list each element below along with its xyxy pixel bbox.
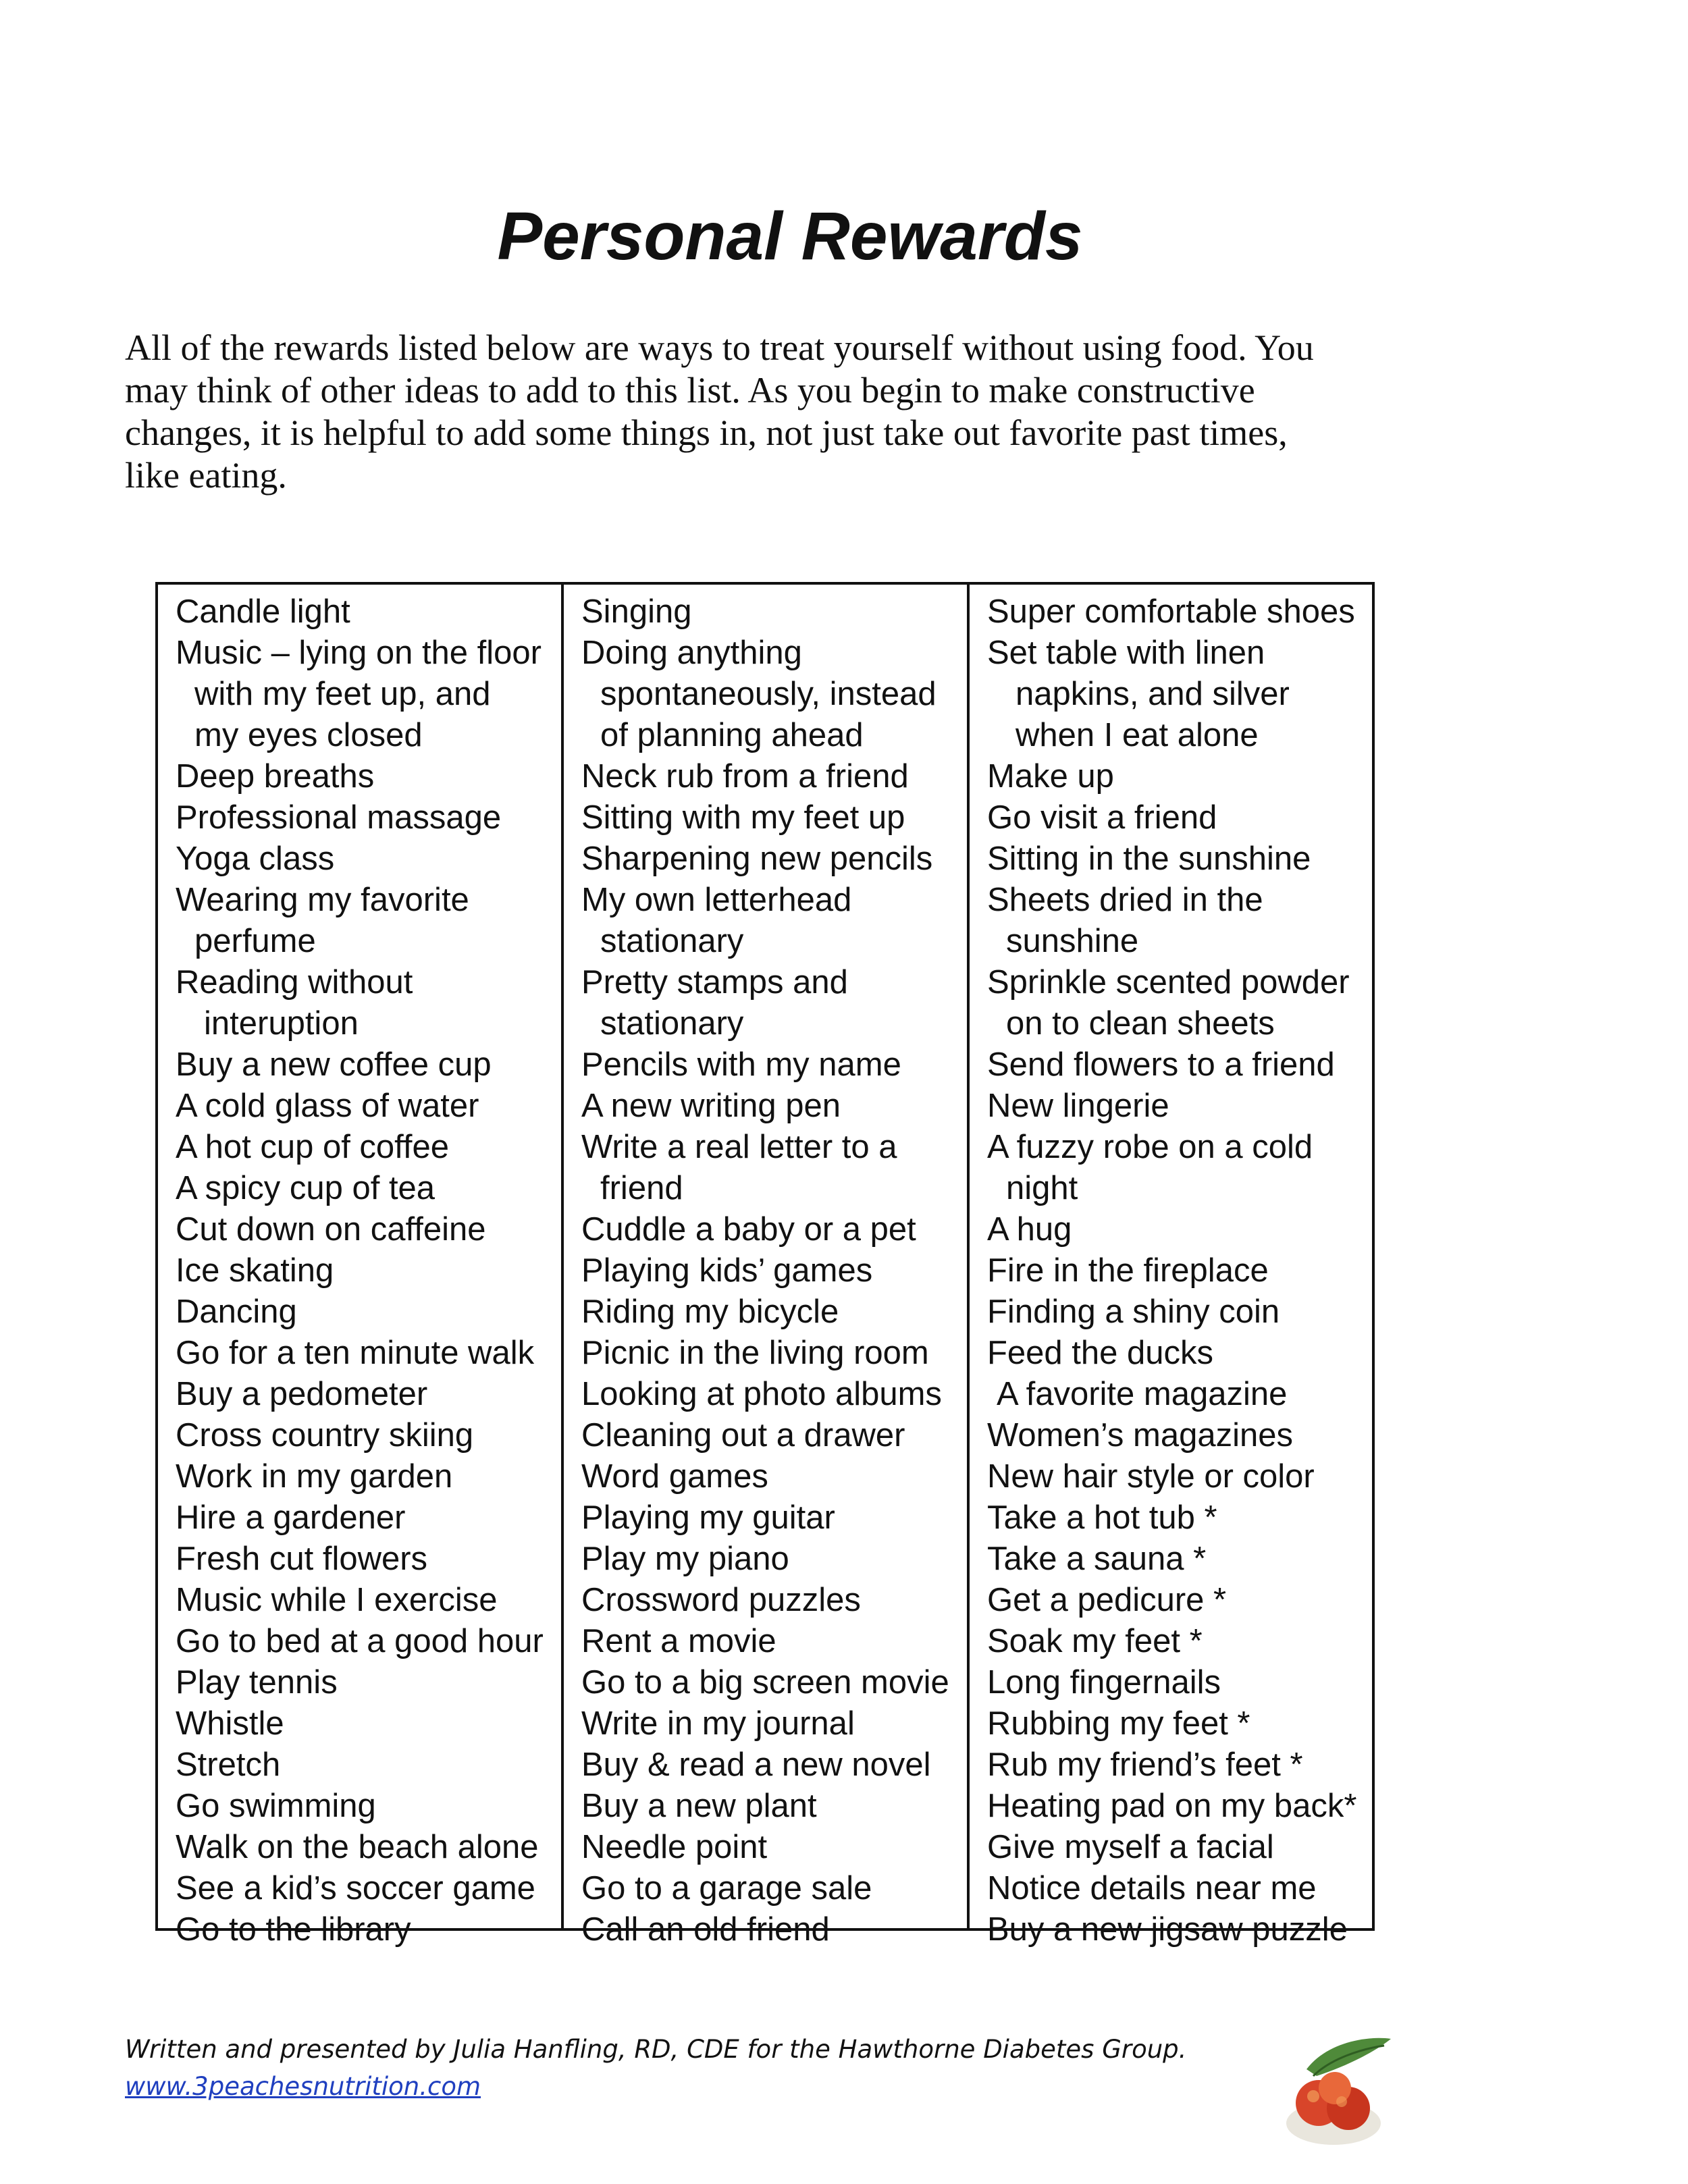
intro-line: like eating. [125, 455, 287, 496]
reward-item: Rub my friend’s feet * [987, 1747, 1303, 1783]
rewards-table [155, 582, 1375, 1948]
reward-item: Play tennis [176, 1664, 338, 1701]
reward-item: Needle point [581, 1829, 768, 1865]
intro-line: All of the rewards listed below are ways to treat yourself without using food. You [125, 327, 1314, 368]
reward-item: stationary [600, 1005, 744, 1042]
reward-item: Go to the library [176, 1911, 411, 1948]
reward-item: Go for a ten minute walk [176, 1335, 535, 1371]
reward-item: Go swimming [176, 1788, 376, 1824]
rewards-column-3 [970, 585, 1372, 1948]
reward-item: Crossword puzzles [581, 1582, 861, 1618]
reward-item: Rent a movie [581, 1623, 776, 1659]
reward-item: Buy a new jigsaw puzzle [987, 1911, 1348, 1948]
reward-item: Make up [987, 758, 1114, 795]
reward-item: Cut down on caffeine [176, 1211, 486, 1248]
reward-item: Finding a shiny coin [987, 1294, 1280, 1330]
reward-item: interuption [204, 1005, 359, 1042]
footer [125, 2031, 1186, 2105]
reward-item: Walk on the beach alone [176, 1829, 539, 1865]
reward-item: Word games [581, 1458, 768, 1495]
reward-item: night [1006, 1170, 1078, 1206]
intro-line: may think of other ideas to add to this list. As you begin to make constructive [125, 370, 1255, 410]
reward-item: A favorite magazine [997, 1376, 1288, 1412]
reward-item: Looking at photo albums [581, 1376, 942, 1412]
rewards-column-1 [158, 585, 564, 1948]
reward-item: spontaneously, instead [600, 676, 937, 712]
reward-item: Reading without [176, 964, 413, 1001]
reward-item: Write in my journal [581, 1705, 855, 1742]
reward-item: Playing kids’ games [581, 1252, 873, 1289]
reward-item: Fresh cut flowers [176, 1541, 428, 1577]
reward-item: Buy & read a new novel [581, 1747, 931, 1783]
reward-item: Go to a big screen movie [581, 1664, 949, 1701]
reward-item: Whistle [176, 1705, 284, 1742]
reward-item: Give myself a facial [987, 1829, 1274, 1865]
reward-item: Music while I exercise [176, 1582, 498, 1618]
footer-credit: Written and presented by Julia Hanfling, RD, CDE for the Hawthorne Diabetes Group. [125, 2035, 1187, 2064]
reward-item: Buy a pedometer [176, 1376, 428, 1412]
footer-website-link[interactable]: www.3peachesnutrition.com [125, 2072, 481, 2101]
reward-item: Playing my guitar [581, 1499, 835, 1536]
intro-line: changes, it is helpful to add some things in, not just take out favorite past times, [125, 412, 1288, 453]
reward-item: sunshine [1006, 923, 1139, 959]
peaches-logo-icon [1266, 2029, 1401, 2157]
reward-item: A hot cup of coffee [176, 1129, 450, 1165]
reward-item: A new writing pen [581, 1088, 841, 1124]
reward-item: Picnic in the living room [581, 1335, 929, 1371]
reward-item: Buy a new coffee cup [176, 1046, 492, 1083]
reward-item: Take a hot tub * [987, 1499, 1217, 1536]
reward-item: Work in my garden [176, 1458, 453, 1495]
reward-item: Long fingernails [987, 1664, 1221, 1701]
reward-item: when I eat alone [1016, 717, 1259, 753]
reward-item: Sitting with my feet up [581, 799, 905, 836]
reward-item: Fire in the fireplace [987, 1252, 1269, 1289]
reward-item: Call an old friend [581, 1911, 830, 1948]
reward-item: Send flowers to a friend [987, 1046, 1335, 1083]
reward-item: Get a pedicure * [987, 1582, 1227, 1618]
reward-item: Go visit a friend [987, 799, 1217, 836]
reward-item: napkins, and silver [1016, 676, 1290, 712]
reward-item: A cold glass of water [176, 1088, 479, 1124]
reward-item: with my feet up, and [194, 676, 491, 712]
reward-item: Wearing my favorite [176, 882, 469, 918]
reward-item: Riding my bicycle [581, 1294, 839, 1330]
reward-item: Neck rub from a friend [581, 758, 909, 795]
reward-item: Soak my feet * [987, 1623, 1203, 1659]
reward-item: Play my piano [581, 1541, 789, 1577]
reward-item: New lingerie [987, 1088, 1169, 1124]
reward-item: Heating pad on my back* [987, 1788, 1357, 1824]
reward-item: Write a real letter to a [581, 1129, 897, 1165]
reward-item: Buy a new plant [581, 1788, 817, 1824]
reward-item: Dancing [176, 1294, 297, 1330]
reward-item: Hire a gardener [176, 1499, 406, 1536]
reward-item: Rubbing my feet * [987, 1705, 1250, 1742]
reward-item: Go to a garage sale [581, 1870, 872, 1907]
reward-item: Super comfortable shoes [987, 593, 1355, 630]
reward-item: Set table with linen [987, 635, 1265, 671]
rewards-column-2 [564, 585, 970, 1948]
reward-item: Notice details near me [987, 1870, 1317, 1907]
reward-item: Women’s magazines [987, 1417, 1294, 1454]
reward-item: Ice skating [176, 1252, 334, 1289]
reward-item: My own letterhead [581, 882, 852, 918]
page-title: Personal Rewards [497, 198, 1083, 274]
reward-item: See a kid’s soccer game [176, 1870, 535, 1907]
reward-item: Go to bed at a good hour [176, 1623, 544, 1659]
reward-item: A fuzzy robe on a cold [987, 1129, 1313, 1165]
reward-item: Sitting in the sunshine [987, 841, 1311, 877]
reward-item: Candle light [176, 593, 350, 630]
reward-item: Professional massage [176, 799, 502, 836]
reward-item: stationary [600, 923, 744, 959]
intro-paragraph [125, 327, 1408, 497]
reward-item: Sharpening new pencils [581, 841, 933, 877]
reward-item: Pretty stamps and [581, 964, 848, 1001]
reward-item: Feed the ducks [987, 1335, 1214, 1371]
reward-item: Doing anything [581, 635, 802, 671]
reward-item: Stretch [176, 1747, 281, 1783]
reward-item: Sheets dried in the [987, 882, 1263, 918]
reward-item: friend [600, 1170, 683, 1206]
reward-item: of planning ahead [600, 717, 864, 753]
reward-item: Yoga class [176, 841, 335, 877]
reward-item: Cuddle a baby or a pet [581, 1211, 916, 1248]
reward-item: Pencils with my name [581, 1046, 901, 1083]
reward-item: on to clean sheets [1006, 1005, 1275, 1042]
reward-item: Cross country skiing [176, 1417, 474, 1454]
reward-item: Sprinkle scented powder [987, 964, 1350, 1001]
reward-item: Deep breaths [176, 758, 375, 795]
reward-item: A hug [987, 1211, 1072, 1248]
reward-item: perfume [194, 923, 316, 959]
reward-item: my eyes closed [194, 717, 423, 753]
reward-item: Take a sauna * [987, 1541, 1207, 1577]
reward-item: Singing [581, 593, 692, 630]
reward-item: Cleaning out a drawer [581, 1417, 905, 1454]
reward-item: A spicy cup of tea [176, 1170, 436, 1206]
reward-item: New hair style or color [987, 1458, 1315, 1495]
reward-item: Music – lying on the floor [176, 635, 542, 671]
